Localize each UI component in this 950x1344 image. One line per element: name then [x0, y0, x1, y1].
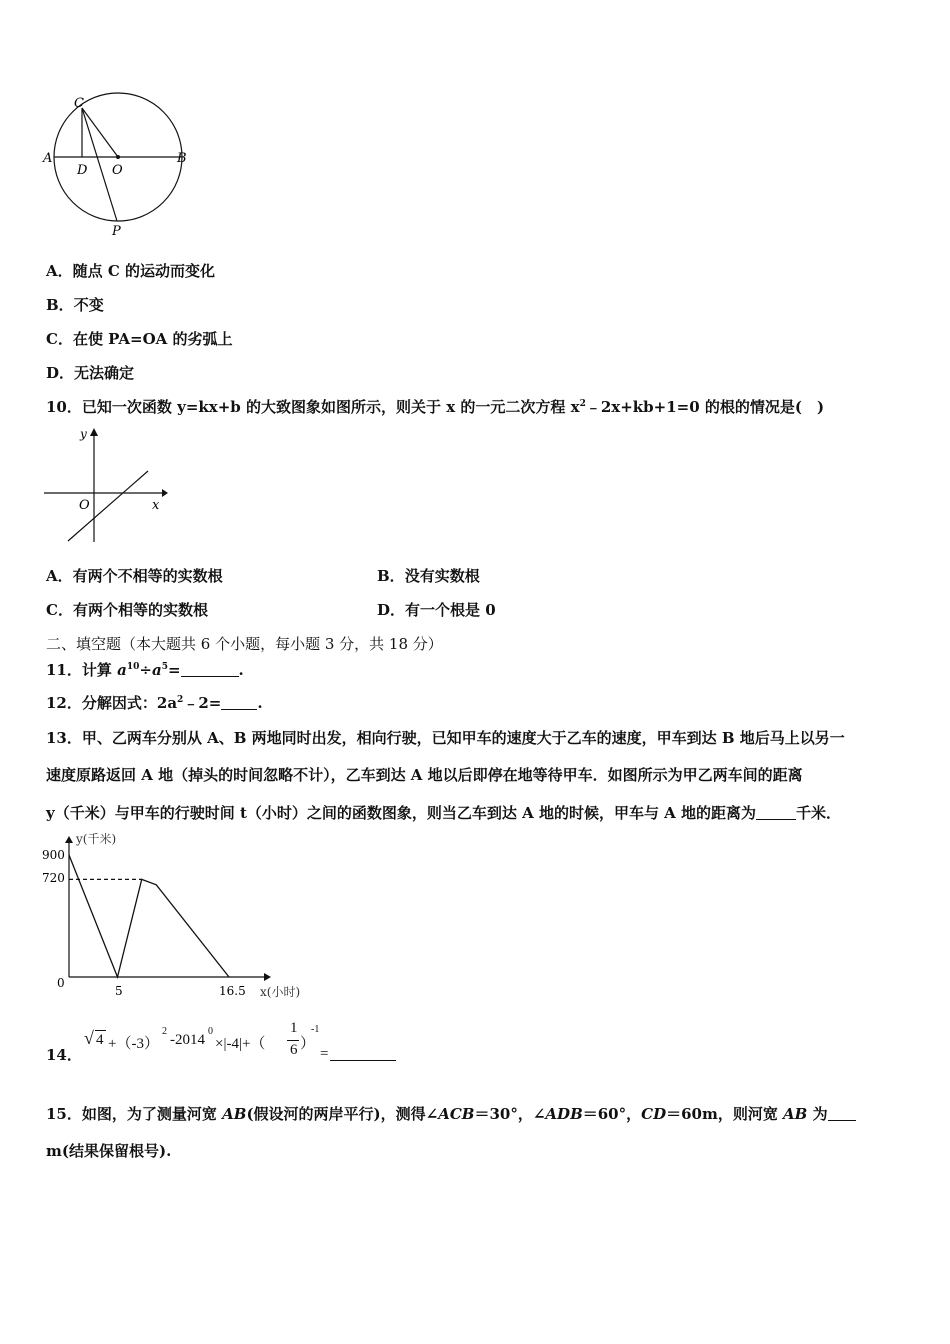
q13-line-1: 13．甲、乙两车分别从 A、B 两地同时出发，相向行驶，已知甲车的速度大于乙车的速度，甲车到达 B 地后马上以另一: [46, 729, 845, 747]
q11: 11．计算 $a^{10}\div a^5=$ .: [46, 661, 244, 679]
option-letter: D．: [377, 601, 406, 619]
label-a: A: [43, 151, 53, 166]
sqrt-overline: [95, 1030, 106, 1031]
option-letter: A．: [46, 262, 73, 280]
q10-stem: 10．已知一次函数 y=kx+b 的大致图象如图所示，则关于 x 的一元二次方程 $x^2﹣2x+kb+1=0$ 的根的情况是( ): [46, 398, 825, 416]
x-tick-16-5: 16.5: [219, 984, 246, 998]
center-point-o: [116, 155, 120, 159]
answer-blank[interactable]: [221, 695, 257, 710]
q9-option-d[interactable]: [46, 363, 134, 383]
y-axis-title: y(千米): [76, 832, 117, 846]
q12: 12．分解因式：$2a^2﹣2=$ .: [46, 694, 263, 712]
option-text: 不变: [73, 296, 104, 314]
y-axis-label: y: [80, 427, 87, 441]
label-c: C: [74, 96, 84, 111]
x-axis-title: x(小时): [260, 985, 301, 999]
option-text: 无法确定: [74, 364, 135, 382]
label-p: P: [112, 224, 121, 238]
origin-label: O: [79, 498, 90, 513]
answer-blank[interactable]: [330, 1046, 396, 1061]
answer-blank[interactable]: [181, 662, 239, 677]
option-text: 在使 PA=OA 的劣弧上: [72, 330, 233, 348]
section-title: 二、填空题（本大题共 6 个小题，每小题 3 分，共 18 分）: [46, 635, 443, 653]
question-number: 15．: [46, 1105, 82, 1123]
q13-line-2: 速度原路返回 A 地（掉头的时间忽略不计），乙车到达 A 地以后即停在地等待甲车．如图所示为甲乙两车间的距离: [46, 766, 803, 784]
q10-option-a[interactable]: [46, 566, 223, 586]
q15-line-1: 15．如图，为了测量河宽 AB(假设河的两岸平行)，测得∠ACB＝30°，∠ADB＝60°，CD＝60m，则河宽 AB 为: [46, 1104, 856, 1124]
segment-co: [82, 108, 118, 157]
q10-option-b[interactable]: [377, 566, 480, 586]
label-b: B: [177, 151, 187, 166]
option-text: 没有实数根: [404, 567, 480, 585]
label-d: D: [77, 163, 88, 178]
q15-line-2: m(结果保留根号).: [46, 1142, 172, 1160]
x-axis-label: x: [152, 498, 160, 513]
q13-distance-chart: [36, 828, 312, 1004]
y-tick-900: 900: [42, 848, 65, 862]
q14-number: 14．: [46, 1046, 82, 1064]
y-tick-0: 0: [57, 976, 65, 990]
y-axis-arrow: [65, 836, 73, 843]
option-letter: B．: [377, 567, 405, 585]
q13-line-3: y（千米）与甲车的行驶时间 t（小时）之间的函数图象，则当乙车到达 A 地的时候，甲车与 A 地的距离为 千米．: [46, 804, 842, 822]
q10-option-c[interactable]: [46, 600, 208, 620]
x-tick-5: 5: [115, 984, 123, 998]
q14-expression: √ 4 +（-3） 2 -2014 0 ×|-4|+（ 1 6 ） -1 =: [84, 1020, 414, 1064]
option-text: 有两个相等的实数根: [72, 601, 208, 619]
fraction-bar: [287, 1040, 299, 1041]
answer-blank[interactable]: [828, 1106, 856, 1121]
q9-option-c[interactable]: [46, 329, 233, 349]
option-text: 有一个根是 0: [405, 601, 496, 619]
q9-circle-figure: [40, 92, 200, 238]
option-text: 有两个不相等的实数根: [72, 567, 223, 585]
question-number: 13．: [46, 729, 82, 747]
y-axis-arrow: [90, 428, 98, 436]
sqrt-icon: √: [84, 1028, 94, 1048]
y-tick-720: 720: [42, 871, 65, 885]
q10-linear-graph: [40, 424, 170, 546]
question-number: 10．: [46, 398, 82, 416]
option-text: 随点 C 的运动而变化: [72, 262, 216, 280]
option-letter: D．: [46, 364, 75, 382]
x-axis-arrow: [264, 973, 271, 981]
q10-option-d[interactable]: [377, 600, 496, 620]
answer-blank[interactable]: [756, 805, 796, 820]
option-letter: C．: [46, 330, 73, 348]
option-letter: C．: [46, 601, 73, 619]
series-line-distance: [69, 855, 229, 977]
q9-option-a[interactable]: [46, 261, 215, 281]
option-letter: A．: [46, 567, 73, 585]
q9-option-b[interactable]: [46, 295, 104, 315]
question-number: 11．: [46, 661, 82, 679]
option-letter: B．: [46, 296, 74, 314]
x-axis-arrow: [162, 489, 168, 497]
question-number: 12．: [46, 694, 82, 712]
label-o: O: [112, 163, 123, 178]
